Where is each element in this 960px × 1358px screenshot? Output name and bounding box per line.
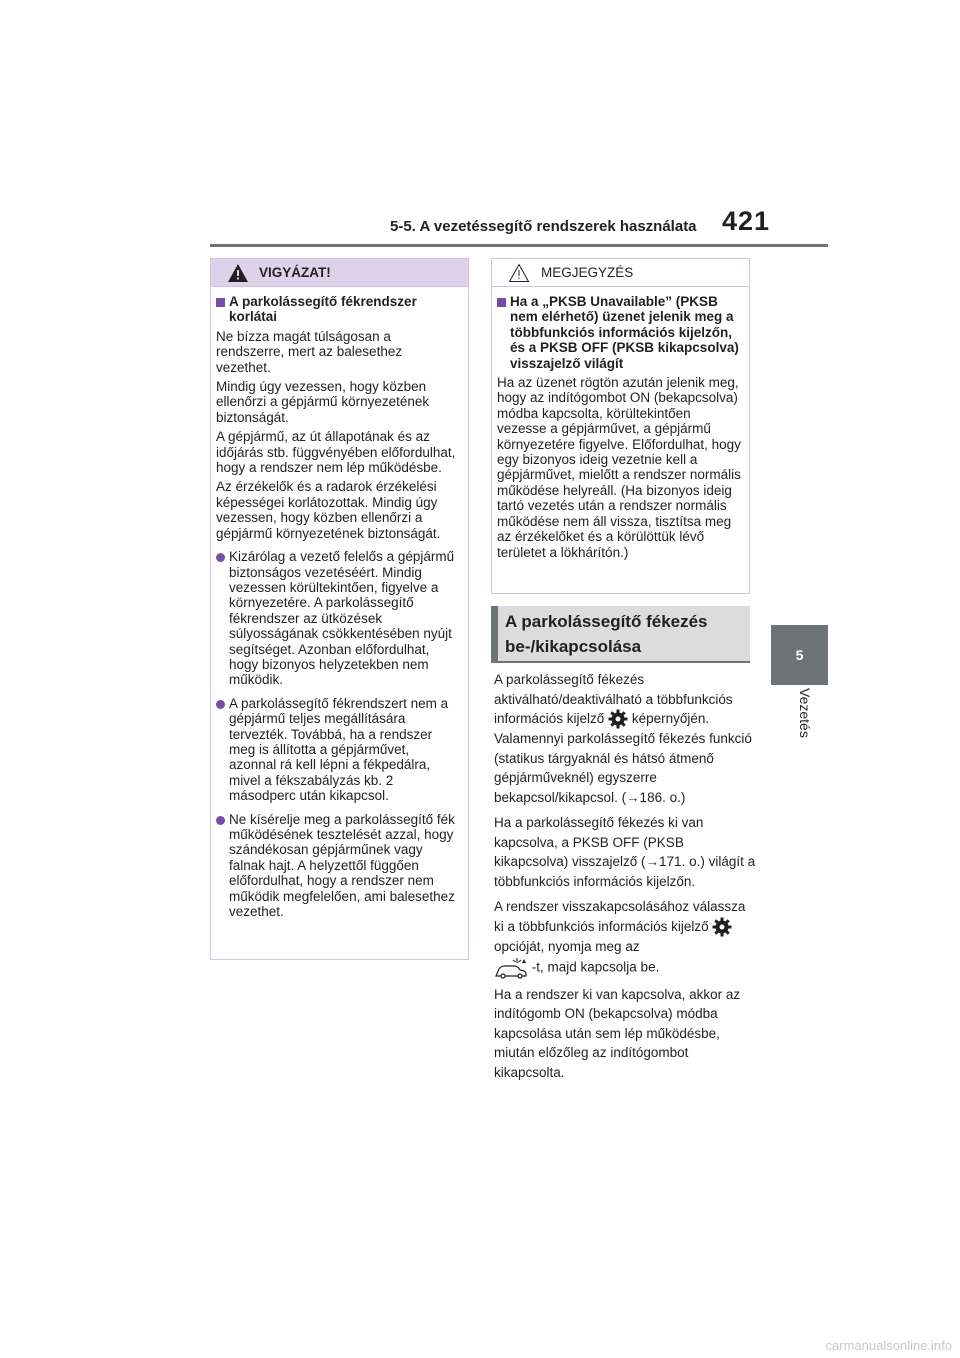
caution-paragraph: A gépjármű, az út állapotának és az időjárás stb. függvényében előfordulhat, hogy a rendszer nem lép működésbe. (216, 429, 456, 476)
caution-body (211, 287, 468, 919)
body-text-fragment: képernyőjén. Valamennyi parkolássegítő fékezés funkció (statikus tárgyaknál és hátsó átmenő gépjárműveknél) egyszerre bekapcsol/kikapcsol. (→186. o.) (494, 711, 752, 805)
note-header (492, 259, 749, 287)
note-subheading (497, 294, 741, 371)
body-paragraph (494, 670, 756, 807)
caution-title: VIGYÁZAT! (259, 265, 331, 280)
note-body (492, 287, 749, 560)
header-rule (210, 244, 828, 247)
body-text-fragment: A rendszer visszakapcsolásához válassza ki a többfunkciós információs kijelző (494, 899, 746, 934)
note-box (491, 258, 750, 594)
parking-support-brake-icon (494, 957, 528, 979)
body-text-fragment: opcióját, nyomja meg az (494, 939, 640, 955)
caution-paragraph: Mindig úgy vezessen, hogy közben ellenőrzi a gépjármű környezetének biztonságát. (216, 379, 430, 425)
caution-bullet-text: Kizárólag a vezető felelős a gépjármű biztonságos vezetéséért. Mindig vezessen körültekintően, figyelve a környezetére. A parkolássegítő fékrendszer az ütközések súlyosságának csökkentésében nyújt segítséget. Azonban előfordulhat, hogy bizonyos helyzetekben nem működik. (229, 549, 455, 688)
caution-paragraph: Ne bízza magát túlságosan a rendszerre, mert az balesethez vezethet. (216, 328, 403, 375)
note-paragraph: Ha az üzenet rögtön azután jelenik meg, hogy az indítógombot ON (bekapcsolva) módba kapcsolta, körültekintően vezesse a gépjárművet, a gépjármű környezetére figyelve. Előfordulhat, hogy egy bizonyos ideig vezetnie kell a gépjárművet, mielőtt a rendszer normális működése helyreáll. (Ha bizonyos ideig tartó vezetés után a rendszer normális működése nem áll vissza, tisztítsa meg az érzékelőket és a körülöttük lévő területet a lökhárítón.) (497, 375, 741, 560)
notice-triangle-icon (508, 263, 530, 283)
settings-gear-icon (608, 709, 628, 729)
section-body (494, 670, 756, 1088)
note-title: MEGJEGYZÉS (541, 265, 634, 280)
body-paragraph: Ha a rendszer ki van kapcsolva, akkor az indítógomb ON (bekapcsolva) módba kapcsolása után sem lép működésbe, miután előzőleg az indítógombot kikapcsolta. (494, 986, 741, 1080)
section-heading-band (491, 606, 750, 663)
warning-icon (227, 263, 249, 283)
settings-gear-icon (712, 917, 732, 937)
chapter-label: Vezetés (797, 688, 813, 738)
caution-bullet (216, 696, 460, 804)
square-bullet-icon (497, 298, 506, 307)
caution-bullet-text: Ne kísérelje meg a parkolássegítő fék működésének tesztelését azzal, hogy szándékosan gépjárműnek vagy falnak hajt. A helyzettől függően előfordulhat, hogy a rendszer nem működik megfelelően, ami balesethez vezethet. (229, 811, 455, 920)
round-bullet-icon (216, 816, 225, 825)
body-text-fragment: A parkolássegítő fékezés aktiválható/deaktiválható a többfunkciós információs kijelző (494, 672, 733, 726)
caution-bullet (216, 549, 460, 688)
note-subheading-text: Ha a „PKSB Unavailable” (PKSB nem elérhető) üzenet jelenik meg a többfunkciós információs kijelzőn, és a PKSB OFF (PKSB kikapcsolva) visszajelző világít (510, 294, 739, 371)
caution-box (210, 258, 469, 960)
caution-paragraph: Az érzékelők és a radarok érzékelési képességei korlátozottak. Mindig úgy vezessen, hogy közben ellenőrzi a gépjármű környezetének biztonságát. (216, 479, 441, 541)
caution-subheading (216, 294, 460, 325)
chapter-number: 5 (795, 647, 804, 663)
caution-bullet-text: A parkolássegítő fékrendszert nem a gépjármű teljes megállítására tervezték. Továbbá, ha a rendszer meg is állította a gépjárművet, azonnal rá kell lépni a fékpedálra, mivel a fékszabályzás kb. 2 másodperc után kikapcsol. (229, 695, 449, 804)
body-text-fragment: -t, majd kapcsolja be. (531, 959, 660, 975)
caution-subheading-text: A parkolássegítő fékrendszer korlátai (229, 294, 417, 325)
body-paragraph (494, 897, 756, 978)
round-bullet-icon (216, 553, 225, 562)
round-bullet-icon (216, 700, 225, 709)
body-paragraph: Ha a parkolássegítő fékezés ki van kapcsolva, a PKSB OFF (PKSB kikapcsolva) visszajelző (→171. o.) világít a többfunkciós információs kijelzőn. (494, 815, 756, 889)
caution-bullet (216, 812, 460, 920)
square-bullet-icon (216, 298, 225, 307)
page-number: 421 (722, 206, 771, 236)
section-heading-bar (491, 606, 498, 663)
section-heading: A parkolássegítő fékezés be-/kikapcsolása (505, 612, 708, 656)
chapter-tab[interactable] (771, 625, 828, 685)
caution-header (211, 259, 468, 287)
section-header-title: 5-5. A vezetéssegítő rendszerek használata (390, 218, 697, 235)
watermark: carmanualsonline.info (825, 1338, 952, 1353)
